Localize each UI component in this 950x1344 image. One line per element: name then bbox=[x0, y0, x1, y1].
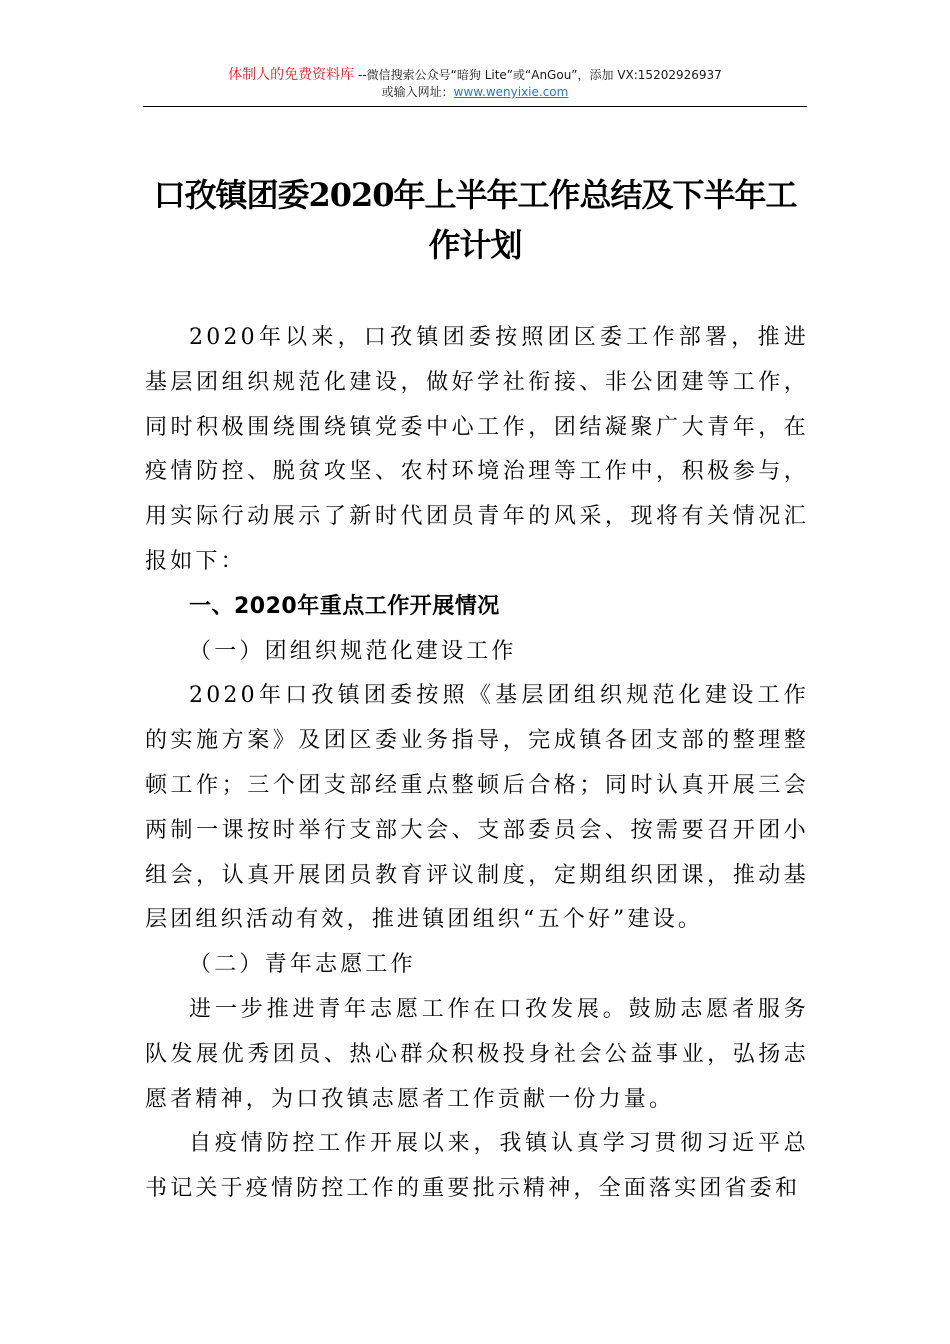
header-url-line bbox=[143, 84, 807, 100]
section-heading-1: 一、2020年重点工作开展情况 bbox=[189, 593, 500, 619]
header-divider bbox=[143, 106, 807, 107]
subsection-2-paragraph-2: 自疫情防控工作开展以来，我镇认真学习贯彻习近平总书记关于疫情防控工作的重要批示精神，全面落实团省委和 bbox=[145, 1131, 809, 1202]
subsection-1-paragraph: 2020年口孜镇团委按照《基层团组织规范化建设工作的实施方案》及团区委业务指导，完成镇各团支部的整理整顿工作；三个团支部经重点整顿后合格；同时认真开展三会两制一课按时举行支部大会、支部委员会、按需要召开团小组会，认真开展团员教育评议制度，定期组织团课，推动基层团组织活动有效，推进镇团组织“五个好”建设。 bbox=[145, 683, 809, 933]
subsection-heading-1: （一）团组织规范化建设工作 bbox=[189, 638, 517, 664]
page-header bbox=[143, 66, 807, 100]
header-promo-line bbox=[143, 66, 807, 84]
document-body bbox=[145, 316, 809, 1212]
document-title: 口孜镇团委2020年上半年工作总结及下半年工作计划 bbox=[153, 176, 797, 264]
header-promo-text: --微信搜索公众号“暗狗 Lite”或“AnGou”，添加 VX:15202926937 bbox=[354, 68, 722, 82]
header-brand: 体制人的免费资料库 bbox=[228, 67, 355, 83]
subsection-heading-2: （二）青年志愿工作 bbox=[189, 952, 416, 978]
subsection-2-paragraph-1: 进一步推进青年志愿工作在口孜发展。鼓励志愿者服务队发展优秀团员、热心群众积极投身社会公益事业，弘扬志愿者精神，为口孜镇志愿者工作贡献一份力量。 bbox=[145, 996, 809, 1112]
intro-paragraph: 2020年以来，口孜镇团委按照团区委工作部署，推进基层团组织规范化建设，做好学社衔接、非公团建等工作，同时积极围绕围绕镇党委中心工作，团结凝聚广大青年，在疫情防控、脱贫攻坚、农村环境治理等工作中，积极参与，用实际行动展示了新时代团员青年的风采，现将有关情况汇报如下： bbox=[145, 325, 809, 574]
header-url-label: 或输入网址： bbox=[381, 85, 454, 99]
header-url-link[interactable]: www.wenyixie.com bbox=[453, 85, 569, 99]
